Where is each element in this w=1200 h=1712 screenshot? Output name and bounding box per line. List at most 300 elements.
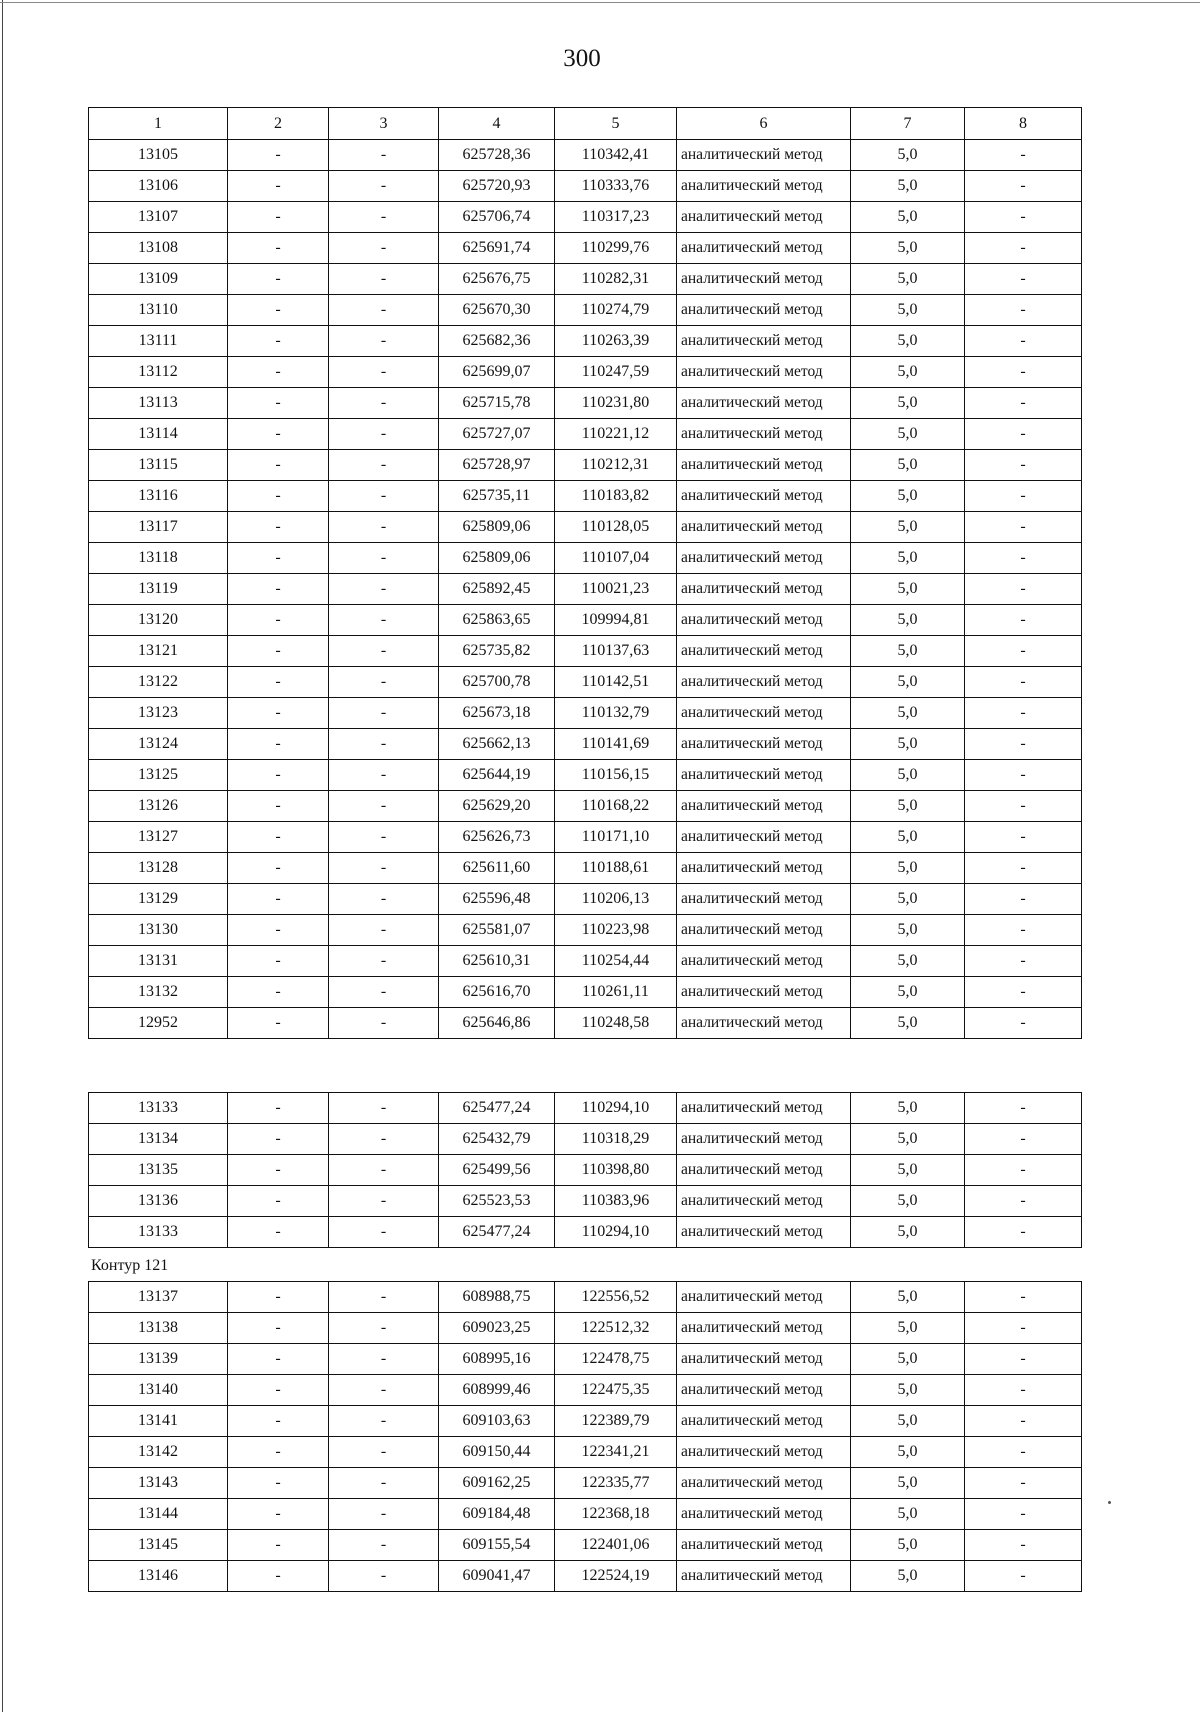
- table-cell: 110183,82: [555, 481, 677, 512]
- table-cell: -: [228, 481, 329, 512]
- table-cell: 122512,32: [555, 1313, 677, 1344]
- table-cell: -: [965, 450, 1082, 481]
- table-cell: -: [329, 326, 439, 357]
- table-cell: 13141: [89, 1406, 228, 1437]
- table-cell: -: [329, 1186, 439, 1217]
- table-cell: 5,0: [851, 853, 965, 884]
- table-cell: 110021,23: [555, 574, 677, 605]
- table-cell: -: [329, 636, 439, 667]
- table-cell: 5,0: [851, 512, 965, 543]
- table-cell: аналитический метод: [677, 977, 851, 1008]
- column-header: 5: [555, 108, 677, 140]
- table-cell: 5,0: [851, 636, 965, 667]
- table-cell: -: [329, 884, 439, 915]
- table-cell: -: [965, 853, 1082, 884]
- table-cell: -: [965, 1313, 1082, 1344]
- column-header: 8: [965, 108, 1082, 140]
- table-cell: -: [228, 1124, 329, 1155]
- table-row: [89, 729, 1082, 760]
- table-cell: -: [329, 512, 439, 543]
- table-row: [89, 698, 1082, 729]
- table-cell: аналитический метод: [677, 729, 851, 760]
- table-cell: -: [965, 605, 1082, 636]
- table-cell: 110142,51: [555, 667, 677, 698]
- table-cell: 110128,05: [555, 512, 677, 543]
- table-cell: -: [965, 574, 1082, 605]
- table-cell: 13130: [89, 915, 228, 946]
- table-cell: -: [329, 667, 439, 698]
- table-row: [89, 295, 1082, 326]
- table-cell: 13124: [89, 729, 228, 760]
- table-cell: 110231,80: [555, 388, 677, 419]
- scan-top-edge: [0, 2, 1200, 3]
- table-row: [89, 884, 1082, 915]
- table-cell: 110254,44: [555, 946, 677, 977]
- table-cell: 609162,25: [439, 1468, 555, 1499]
- table-cell: -: [965, 326, 1082, 357]
- table-cell: аналитический метод: [677, 1186, 851, 1217]
- table-cell: аналитический метод: [677, 419, 851, 450]
- table-row: [89, 1217, 1082, 1248]
- table-cell: 625610,31: [439, 946, 555, 977]
- table-row: [89, 1344, 1082, 1375]
- table-cell: -: [965, 1375, 1082, 1406]
- table-cell: 13131: [89, 946, 228, 977]
- table-cell: 110263,39: [555, 326, 677, 357]
- table-row: [89, 512, 1082, 543]
- table-cell: -: [329, 481, 439, 512]
- table-cell: аналитический метод: [677, 1406, 851, 1437]
- table-cell: 625720,93: [439, 171, 555, 202]
- table-cell: 625682,36: [439, 326, 555, 357]
- table-cell: 5,0: [851, 481, 965, 512]
- table-row: [89, 1155, 1082, 1186]
- table-cell: 110168,22: [555, 791, 677, 822]
- table-cell: 5,0: [851, 1561, 965, 1592]
- table-cell: аналитический метод: [677, 1093, 851, 1124]
- table-cell: 122475,35: [555, 1375, 677, 1406]
- table-cell: -: [329, 729, 439, 760]
- table-cell: -: [228, 1499, 329, 1530]
- table-cell: -: [329, 915, 439, 946]
- table-cell: аналитический метод: [677, 853, 851, 884]
- table-cell: 122556,52: [555, 1282, 677, 1313]
- table-cell: аналитический метод: [677, 295, 851, 326]
- table-cell: аналитический метод: [677, 357, 851, 388]
- column-header: 6: [677, 108, 851, 140]
- table-row: [89, 1499, 1082, 1530]
- table-cell: -: [329, 1406, 439, 1437]
- table-cell: 625728,97: [439, 450, 555, 481]
- table-cell: 13127: [89, 822, 228, 853]
- table-cell: -: [329, 605, 439, 636]
- table-cell: -: [228, 729, 329, 760]
- table-cell: -: [228, 1155, 329, 1186]
- table-cell: -: [965, 1499, 1082, 1530]
- table-cell: 5,0: [851, 884, 965, 915]
- table-cell: 110132,79: [555, 698, 677, 729]
- table-cell: -: [965, 1186, 1082, 1217]
- table-row: [89, 1282, 1082, 1313]
- table-row: [89, 419, 1082, 450]
- table-cell: -: [228, 202, 329, 233]
- table-cell: 122335,77: [555, 1468, 677, 1499]
- table-cell: -: [965, 1282, 1082, 1313]
- table-cell: -: [965, 1093, 1082, 1124]
- table-row: [89, 1530, 1082, 1561]
- table-row: [89, 357, 1082, 388]
- table-cell: 110212,31: [555, 450, 677, 481]
- table-cell: аналитический метод: [677, 481, 851, 512]
- table-cell: -: [965, 295, 1082, 326]
- table-cell: 608999,46: [439, 1375, 555, 1406]
- table-cell: 110261,11: [555, 977, 677, 1008]
- table-cell: 110137,63: [555, 636, 677, 667]
- table-cell: -: [965, 791, 1082, 822]
- table-cell: аналитический метод: [677, 822, 851, 853]
- table-row: [89, 1008, 1082, 1039]
- table-cell: 13121: [89, 636, 228, 667]
- table-row: [89, 636, 1082, 667]
- table-cell: 13129: [89, 884, 228, 915]
- table-cell: 13107: [89, 202, 228, 233]
- table-cell: аналитический метод: [677, 171, 851, 202]
- table-cell: -: [228, 233, 329, 264]
- table-cell: 609103,63: [439, 1406, 555, 1437]
- table-cell: -: [329, 977, 439, 1008]
- table-cell: -: [228, 512, 329, 543]
- table-cell: 5,0: [851, 1530, 965, 1561]
- table-cell: 13125: [89, 760, 228, 791]
- table-row: [89, 822, 1082, 853]
- table-cell: -: [965, 946, 1082, 977]
- table-cell: 13146: [89, 1561, 228, 1592]
- table-cell: 5,0: [851, 1406, 965, 1437]
- scan-left-edge: [2, 0, 3, 1712]
- table-cell: 625699,07: [439, 357, 555, 388]
- table-cell: 13118: [89, 543, 228, 574]
- table-cell: -: [965, 388, 1082, 419]
- table-cell: 609184,48: [439, 1499, 555, 1530]
- table-cell: -: [329, 357, 439, 388]
- table-cell: 625676,75: [439, 264, 555, 295]
- table-cell: 5,0: [851, 450, 965, 481]
- table-cell: аналитический метод: [677, 946, 851, 977]
- table-cell: аналитический метод: [677, 388, 851, 419]
- table-cell: 625432,79: [439, 1124, 555, 1155]
- table-cell: аналитический метод: [677, 450, 851, 481]
- table-cell: -: [965, 233, 1082, 264]
- table-header-row: [89, 108, 1082, 140]
- table-cell: 122524,19: [555, 1561, 677, 1592]
- table-row: [89, 977, 1082, 1008]
- table-row: [89, 853, 1082, 884]
- table-cell: -: [228, 1530, 329, 1561]
- table-cell: 110282,31: [555, 264, 677, 295]
- table-cell: -: [228, 605, 329, 636]
- table-row: [89, 326, 1082, 357]
- table-cell: -: [228, 760, 329, 791]
- table-cell: 5,0: [851, 543, 965, 574]
- table-cell: 110107,04: [555, 543, 677, 574]
- table-cell: -: [965, 512, 1082, 543]
- table-cell: 5,0: [851, 357, 965, 388]
- table-cell: аналитический метод: [677, 760, 851, 791]
- column-header: 2: [228, 108, 329, 140]
- table-cell: 5,0: [851, 1344, 965, 1375]
- table-cell: 13137: [89, 1282, 228, 1313]
- table-cell: -: [228, 884, 329, 915]
- table-cell: 13133: [89, 1217, 228, 1248]
- table-cell: -: [228, 822, 329, 853]
- table-cell: 5,0: [851, 1468, 965, 1499]
- table-row: [89, 1124, 1082, 1155]
- table-cell: 122478,75: [555, 1344, 677, 1375]
- table-cell: 625523,53: [439, 1186, 555, 1217]
- table-cell: -: [228, 295, 329, 326]
- table-cell: -: [228, 698, 329, 729]
- table-cell: -: [329, 1282, 439, 1313]
- table-cell: -: [329, 1008, 439, 1039]
- table-cell: 110342,41: [555, 140, 677, 171]
- table-cell: 625477,24: [439, 1217, 555, 1248]
- table-cell: -: [228, 1217, 329, 1248]
- table-row: [89, 1406, 1082, 1437]
- table-row: [89, 605, 1082, 636]
- table-cell: 13139: [89, 1344, 228, 1375]
- table-cell: аналитический метод: [677, 791, 851, 822]
- table-row: [89, 760, 1082, 791]
- table-cell: 110248,58: [555, 1008, 677, 1039]
- table-row: [89, 202, 1082, 233]
- table-cell: -: [329, 140, 439, 171]
- table-cell: 110171,10: [555, 822, 677, 853]
- table-cell: -: [329, 1313, 439, 1344]
- table-cell: 13132: [89, 977, 228, 1008]
- table-cell: -: [228, 357, 329, 388]
- table-cell: 609023,25: [439, 1313, 555, 1344]
- table-cell: -: [965, 202, 1082, 233]
- table-cell: -: [965, 543, 1082, 574]
- table-row: [89, 915, 1082, 946]
- table-cell: 5,0: [851, 946, 965, 977]
- table-cell: -: [965, 1437, 1082, 1468]
- table-cell: 13144: [89, 1499, 228, 1530]
- table-cell: 5,0: [851, 1375, 965, 1406]
- table-cell: -: [228, 977, 329, 1008]
- table-cell: 5,0: [851, 264, 965, 295]
- table-cell: 110294,10: [555, 1093, 677, 1124]
- table-body-main: [89, 108, 1082, 1039]
- table-body-closing: [89, 1093, 1082, 1248]
- table-cell: -: [329, 295, 439, 326]
- table-cell: -: [965, 1344, 1082, 1375]
- table-cell: аналитический метод: [677, 1282, 851, 1313]
- table-cell: -: [965, 1406, 1082, 1437]
- table-cell: -: [965, 822, 1082, 853]
- table-cell: 625735,82: [439, 636, 555, 667]
- table-cell: 5,0: [851, 1008, 965, 1039]
- table-cell: -: [228, 1008, 329, 1039]
- table-cell: 625670,30: [439, 295, 555, 326]
- table-row: [89, 171, 1082, 202]
- table-cell: -: [228, 1344, 329, 1375]
- table-cell: -: [329, 791, 439, 822]
- table-body-contour-121: [89, 1282, 1082, 1592]
- table-cell: -: [228, 1186, 329, 1217]
- table-cell: -: [329, 1437, 439, 1468]
- table-cell: 5,0: [851, 729, 965, 760]
- table-cell: 110294,10: [555, 1217, 677, 1248]
- table-cell: -: [228, 791, 329, 822]
- table-cell: 625809,06: [439, 543, 555, 574]
- table-cell: 5,0: [851, 140, 965, 171]
- table-cell: 625691,74: [439, 233, 555, 264]
- table-cell: аналитический метод: [677, 915, 851, 946]
- table-cell: 5,0: [851, 977, 965, 1008]
- table-cell: 13140: [89, 1375, 228, 1406]
- table-cell: 110299,76: [555, 233, 677, 264]
- table-cell: 122401,06: [555, 1530, 677, 1561]
- table-cell: 5,0: [851, 1124, 965, 1155]
- table-cell: 625715,78: [439, 388, 555, 419]
- table-cell: -: [228, 1282, 329, 1313]
- table-row: [89, 450, 1082, 481]
- table-cell: 5,0: [851, 1093, 965, 1124]
- table-cell: -: [228, 915, 329, 946]
- table-row: [89, 1375, 1082, 1406]
- table-cell: -: [329, 543, 439, 574]
- table-cell: 13120: [89, 605, 228, 636]
- table-cell: 5,0: [851, 698, 965, 729]
- table-cell: 110206,13: [555, 884, 677, 915]
- table-cell: аналитический метод: [677, 1344, 851, 1375]
- table-cell: аналитический метод: [677, 233, 851, 264]
- table-cell: 5,0: [851, 233, 965, 264]
- table-cell: 110274,79: [555, 295, 677, 326]
- table-cell: -: [329, 171, 439, 202]
- table-cell: 5,0: [851, 574, 965, 605]
- table-cell: -: [965, 636, 1082, 667]
- table-cell: 5,0: [851, 822, 965, 853]
- table-cell: аналитический метод: [677, 1561, 851, 1592]
- table-cell: 5,0: [851, 791, 965, 822]
- table-cell: 5,0: [851, 1499, 965, 1530]
- table-cell: 625863,65: [439, 605, 555, 636]
- contour-label: Контур 121: [91, 1257, 169, 1274]
- table-cell: аналитический метод: [677, 1530, 851, 1561]
- table-cell: -: [329, 1530, 439, 1561]
- table-cell: 625644,19: [439, 760, 555, 791]
- table-cell: аналитический метод: [677, 1437, 851, 1468]
- table-cell: 110141,69: [555, 729, 677, 760]
- table-cell: аналитический метод: [677, 1375, 851, 1406]
- scan-speck: [1108, 1501, 1111, 1504]
- table-row: [89, 574, 1082, 605]
- table-cell: 110156,15: [555, 760, 677, 791]
- column-header: 1: [89, 108, 228, 140]
- table-cell: аналитический метод: [677, 1124, 851, 1155]
- table-cell: 13109: [89, 264, 228, 295]
- table-cell: 122341,21: [555, 1437, 677, 1468]
- table-cell: -: [329, 946, 439, 977]
- table-cell: 5,0: [851, 1313, 965, 1344]
- table-row: [89, 667, 1082, 698]
- table-row: [89, 1313, 1082, 1344]
- table-cell: -: [329, 1155, 439, 1186]
- coordinates-table-contour-121: [88, 1281, 1082, 1592]
- table-cell: аналитический метод: [677, 1468, 851, 1499]
- table-cell: 625629,20: [439, 791, 555, 822]
- table-cell: 12952: [89, 1008, 228, 1039]
- table-row: [89, 481, 1082, 512]
- table-cell: аналитический метод: [677, 326, 851, 357]
- table-cell: 13108: [89, 233, 228, 264]
- table-cell: 5,0: [851, 202, 965, 233]
- table-cell: -: [228, 1406, 329, 1437]
- table-cell: 13135: [89, 1155, 228, 1186]
- table-cell: 625700,78: [439, 667, 555, 698]
- table-cell: -: [965, 1155, 1082, 1186]
- table-cell: 13105: [89, 140, 228, 171]
- table-cell: 5,0: [851, 1186, 965, 1217]
- table-cell: 5,0: [851, 388, 965, 419]
- table-cell: -: [228, 140, 329, 171]
- table-cell: 625673,18: [439, 698, 555, 729]
- table-row: [89, 1437, 1082, 1468]
- table-cell: -: [965, 481, 1082, 512]
- table-cell: -: [228, 946, 329, 977]
- table-cell: -: [329, 760, 439, 791]
- table-cell: аналитический метод: [677, 512, 851, 543]
- table-cell: -: [228, 1313, 329, 1344]
- table-cell: -: [329, 419, 439, 450]
- table-cell: 110188,61: [555, 853, 677, 884]
- table-cell: -: [329, 698, 439, 729]
- table-cell: аналитический метод: [677, 1499, 851, 1530]
- table-cell: 13115: [89, 450, 228, 481]
- table-cell: -: [228, 1375, 329, 1406]
- table-cell: аналитический метод: [677, 1155, 851, 1186]
- table-cell: 625596,48: [439, 884, 555, 915]
- column-header: 4: [439, 108, 555, 140]
- table-row: [89, 264, 1082, 295]
- table-cell: аналитический метод: [677, 884, 851, 915]
- table-cell: -: [329, 1468, 439, 1499]
- table-cell: 13106: [89, 171, 228, 202]
- table-cell: -: [965, 760, 1082, 791]
- table-cell: -: [228, 853, 329, 884]
- table-cell: -: [228, 326, 329, 357]
- table-cell: аналитический метод: [677, 1008, 851, 1039]
- table-cell: аналитический метод: [677, 1313, 851, 1344]
- table-cell: -: [329, 1124, 439, 1155]
- table-cell: -: [228, 1561, 329, 1592]
- table-cell: 13113: [89, 388, 228, 419]
- table-cell: -: [965, 1561, 1082, 1592]
- table-cell: аналитический метод: [677, 636, 851, 667]
- table-cell: 13110: [89, 295, 228, 326]
- table-cell: 13114: [89, 419, 228, 450]
- table-cell: 608988,75: [439, 1282, 555, 1313]
- table-cell: 5,0: [851, 915, 965, 946]
- table-cell: аналитический метод: [677, 574, 851, 605]
- table-cell: 5,0: [851, 667, 965, 698]
- table-cell: 625727,07: [439, 419, 555, 450]
- table-cell: -: [228, 419, 329, 450]
- table-cell: 13134: [89, 1124, 228, 1155]
- table-cell: -: [228, 1093, 329, 1124]
